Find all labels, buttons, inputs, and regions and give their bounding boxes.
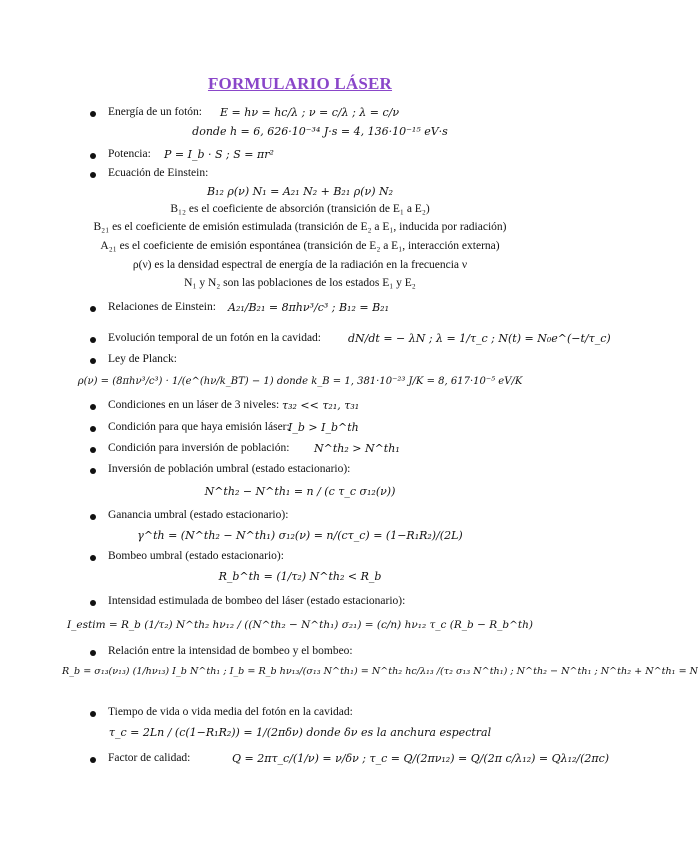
- item-label-relaciones: Relaciones de Einstein:: [108, 301, 216, 313]
- item-label-intensidad: Intensidad estimulada de bombeo del láser (estado estacionario):: [108, 595, 406, 607]
- equation-bombeo: R_b^th = (1/τ₂) N^th₂ < R_b: [218, 570, 382, 583]
- item-label-tres-niveles: Condiciones en un láser de 3 niveles:: [108, 399, 280, 411]
- equation-intensidad: I_estim = R_b (1/τ₂) N^th₂ hν₁₂ / ((N^th₂ − N^th₁) σ₂₁) = (c/n) hν₁₂ τ_c (R_b − R_b^th): [67, 619, 533, 631]
- item-label-bombeo: Bombeo umbral (estado estacionario):: [108, 550, 284, 562]
- bullet-icon: [90, 757, 96, 763]
- bullet-icon: [90, 468, 96, 474]
- einstein-line-poblaciones: N₁ y N₂ son las poblaciones de los estados E₁ y E₂: [184, 277, 416, 289]
- item-label-einstein: Ecuación de Einstein:: [108, 167, 209, 179]
- item-label-evolucion: Evolución temporal de un fotón en la cavidad:: [108, 332, 322, 344]
- equation-foton-donde: donde h = 6, 626·10⁻³⁴ J·s = 4, 136·10⁻¹⁵ eV·s: [192, 125, 448, 138]
- bullet-icon: [90, 404, 96, 410]
- item-label-inversion: Condición para inversión de población:: [108, 442, 290, 454]
- bullet-icon: [90, 172, 96, 178]
- equation-emision: I_b > I_b^th: [288, 421, 359, 434]
- item-label-ganancia: Ganancia umbral (estado estacionario):: [108, 509, 289, 521]
- equation-vida: τ_c = 2Ln / (c(1−R₁R₂)) = 1/(2πδν) donde δν es la anchura espectral: [108, 726, 492, 739]
- equation-relacion: R_b = σ₁₃(ν₁₃) (1/hν₁₃) I_b N^th₁ ; I_b = R_b hν₁₃/(σ₁₃ N^th₁) = N^th₂ hc/λ₁₃ /(τ₂ σ₁₃ N^th₁) ; N^th₂ − N^th₁ ; N^th₂ + N^th₁ = N: [62, 666, 698, 677]
- equation-relaciones: A₂₁/B₂₁ = 8πhν³/c³ ; B₁₂ = B₂₁: [228, 301, 389, 314]
- item-label-vida: Tiempo de vida o vida media del fotón en la cavidad:: [108, 706, 353, 718]
- item-label-umbral: Inversión de población umbral (estado estacionario):: [108, 463, 351, 475]
- equation-planck: ρ(ν) = (8πhν³/c³) · 1/(e^(hν/k_BT) − 1) donde k_B = 1, 381·10⁻²³ J/K = 8, 617·10⁻⁵ eV/K: [77, 376, 523, 387]
- bullet-icon: [90, 514, 96, 520]
- einstein-line-a21: A₂₁ es el coeficiente de emisión espontánea (transición de E₂ a E₁, interacción externa): [100, 240, 500, 252]
- bullet-icon: [90, 426, 96, 432]
- equation-calidad: Q = 2πτ_c/(1/ν) = ν/δν ; τ_c = Q/(2πν₁₂) = Q/(2π c/λ₁₂) = Qλ₁₂/(2πc): [232, 752, 610, 765]
- document-title: FORMULARIO LÁSER: [207, 74, 393, 93]
- equation-evolucion: dN/dt = − λN ; λ = 1/τ_c ; N(t) = N₀e^(−t/τ_c): [348, 332, 611, 345]
- item-label-relacion: Relación entre la intensidad de bombeo y el bombeo:: [108, 645, 353, 657]
- einstein-line-rho: ρ(ν) es la densidad espectral de energía de la radiación en la frecuencia ν: [132, 259, 468, 271]
- einstein-line-b21: B₂₁ es el coeficiente de emisión estimulada (transición de E₂ a E₁, inducida por radiación): [93, 221, 507, 233]
- equation-einstein: B₁₂ ρ(ν) N₁ = A₂₁ N₂ + B₂₁ ρ(ν) N₂: [206, 185, 394, 198]
- bullet-icon: [90, 447, 96, 453]
- equation-inversion: N^th₂ > N^th₁: [314, 442, 400, 455]
- einstein-line-b12: B₁₂ es el coeficiente de absorción (transición de E₁ a E₂): [170, 203, 430, 215]
- equation-potencia: P = I_b · S ; S = πr²: [164, 148, 274, 161]
- bullet-icon: [90, 153, 96, 159]
- equation-foton: E = hν = hc/λ ; ν = c/λ ; λ = c/ν: [220, 106, 400, 119]
- bullet-icon: [90, 337, 96, 343]
- equation-ganancia: γ^th = (N^th₂ − N^th₁) σ₁₂(ν) = n/(cτ_c) = (1−R₁R₂)/(2L): [137, 529, 463, 542]
- bullet-icon: [90, 111, 96, 117]
- bullet-icon: [90, 555, 96, 561]
- bullet-icon: [90, 650, 96, 656]
- item-label-potencia: Potencia:: [108, 148, 151, 160]
- bullet-icon: [90, 358, 96, 364]
- item-label-planck: Ley de Planck:: [108, 353, 177, 365]
- item-label-calidad: Factor de calidad:: [108, 752, 191, 764]
- item-label-foton: Energía de un fotón:: [108, 106, 202, 118]
- bullet-icon: [90, 711, 96, 717]
- bullet-icon: [90, 306, 96, 312]
- equation-tres-niveles: τ₃₂ << τ₂₁, τ₃₁: [282, 399, 360, 412]
- item-label-emision: Condición para que haya emisión láser:: [108, 421, 290, 433]
- equation-umbral: N^th₂ − N^th₁ = n / (c τ_c σ₁₂(ν)): [204, 485, 396, 498]
- bullet-icon: [90, 600, 96, 606]
